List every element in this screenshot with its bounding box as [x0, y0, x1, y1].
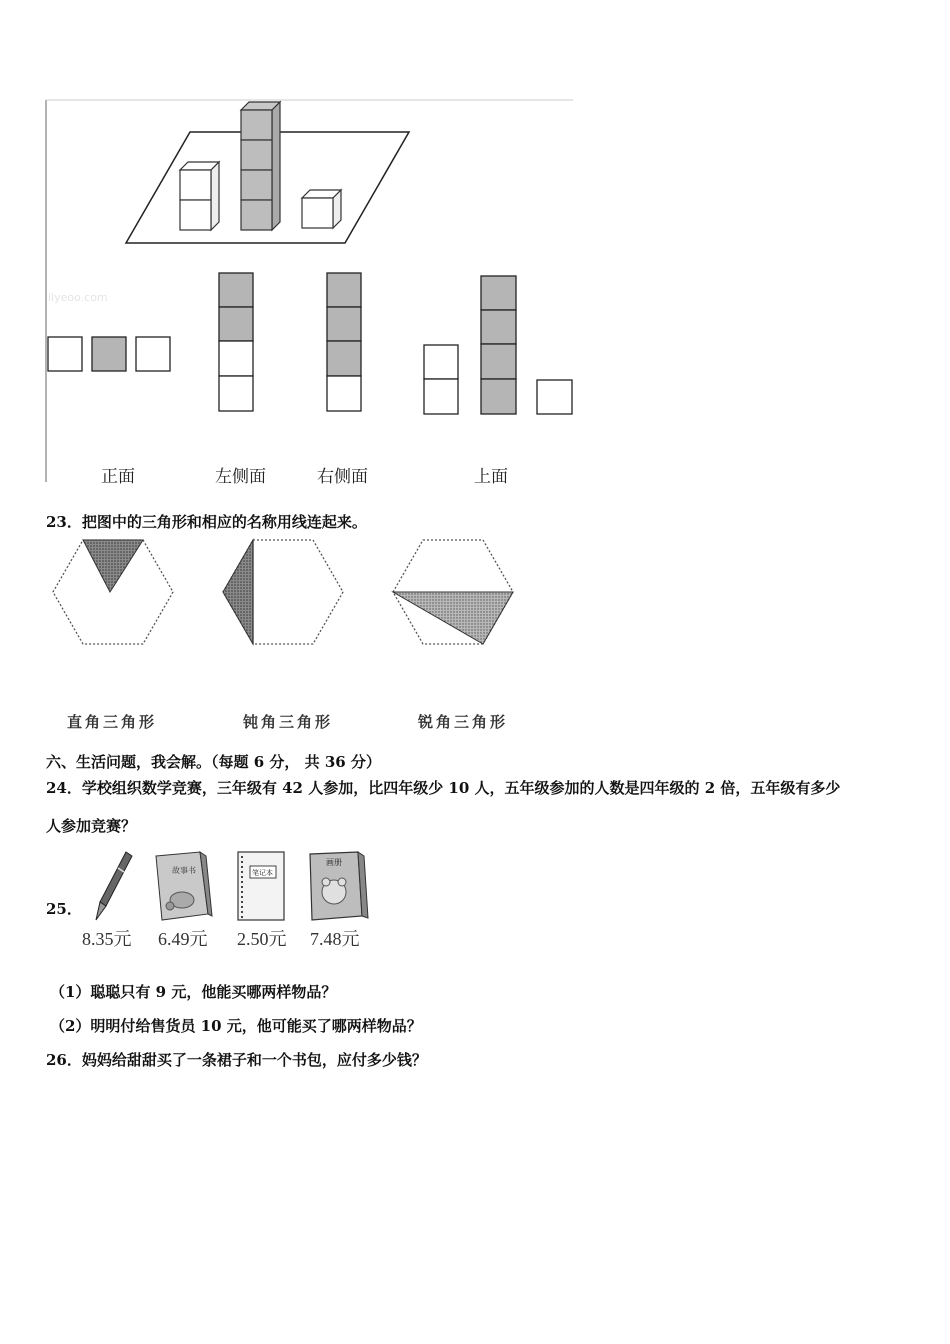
- cube-figure: [0, 0, 580, 490]
- q23-hexagons: [0, 530, 950, 730]
- notebook-label: 笔记本: [252, 869, 273, 877]
- price-notebook: 2.50元: [237, 929, 287, 949]
- right-side-view: [327, 273, 361, 411]
- name-acute-triangle: 锐角三角形: [418, 713, 509, 731]
- front-view: [48, 337, 170, 371]
- middle-stack: [241, 102, 280, 230]
- name-obtuse-triangle: 钝角三角形: [243, 713, 334, 731]
- storybook-icon: [156, 852, 212, 920]
- label-front-view: 正面: [101, 467, 135, 487]
- price-storybook: 6.49元: [158, 929, 208, 949]
- watermark: ilyeoo.com: [48, 291, 108, 304]
- hexagon-3: [393, 540, 513, 644]
- picture-book-label: 画册: [326, 858, 342, 867]
- right-stack: [302, 190, 341, 228]
- q25-items: [80, 848, 380, 928]
- label-left-side-view: 左侧面: [215, 467, 266, 487]
- triangle-acute: [83, 540, 143, 592]
- q24-line2: 人参加竞赛？: [46, 817, 137, 835]
- pen-icon: [96, 852, 132, 920]
- storybook-label: 故事书: [172, 866, 196, 875]
- q24-line1: 24．学校组织数学竞赛，三年级有 42 人参加，比四年级少 10 人，五年级参加的人数是四年级的 2 倍，五年级有多少: [46, 779, 841, 797]
- price-pen: 8.35元: [82, 929, 132, 949]
- q26-text: 26．妈妈给甜甜买了一条裙子和一个书包，应付多少钱？: [46, 1051, 427, 1069]
- left-stack: [180, 162, 219, 230]
- left-side-view: [219, 273, 253, 411]
- cube-figure-drawing: [0, 0, 580, 490]
- q25-number: 25．: [46, 900, 82, 918]
- hexagon-1: [53, 540, 173, 644]
- top-view: [424, 276, 572, 414]
- label-right-side-view: 右侧面: [317, 467, 368, 487]
- q25-sub1: （1）聪聪只有 9 元，他能买哪两样物品？: [50, 983, 337, 1001]
- q23-text: 23．把图中的三角形和相应的名称用线连起来。: [46, 513, 367, 531]
- section6-heading: 六、生活问题，我会解。（每题 6 分， 共 36 分）: [46, 753, 381, 771]
- price-picture-book: 7.48元: [310, 929, 360, 949]
- name-right-triangle: 直角三角形: [67, 713, 158, 731]
- label-top-view: 上面: [474, 467, 508, 487]
- hexagon-2: [223, 540, 343, 644]
- triangle-right: [393, 592, 513, 644]
- notebook-icon: [238, 852, 284, 920]
- q25-sub2: （2）明明付给售货员 10 元，他可能买了哪两样物品？: [50, 1017, 422, 1035]
- triangle-obtuse: [223, 540, 253, 644]
